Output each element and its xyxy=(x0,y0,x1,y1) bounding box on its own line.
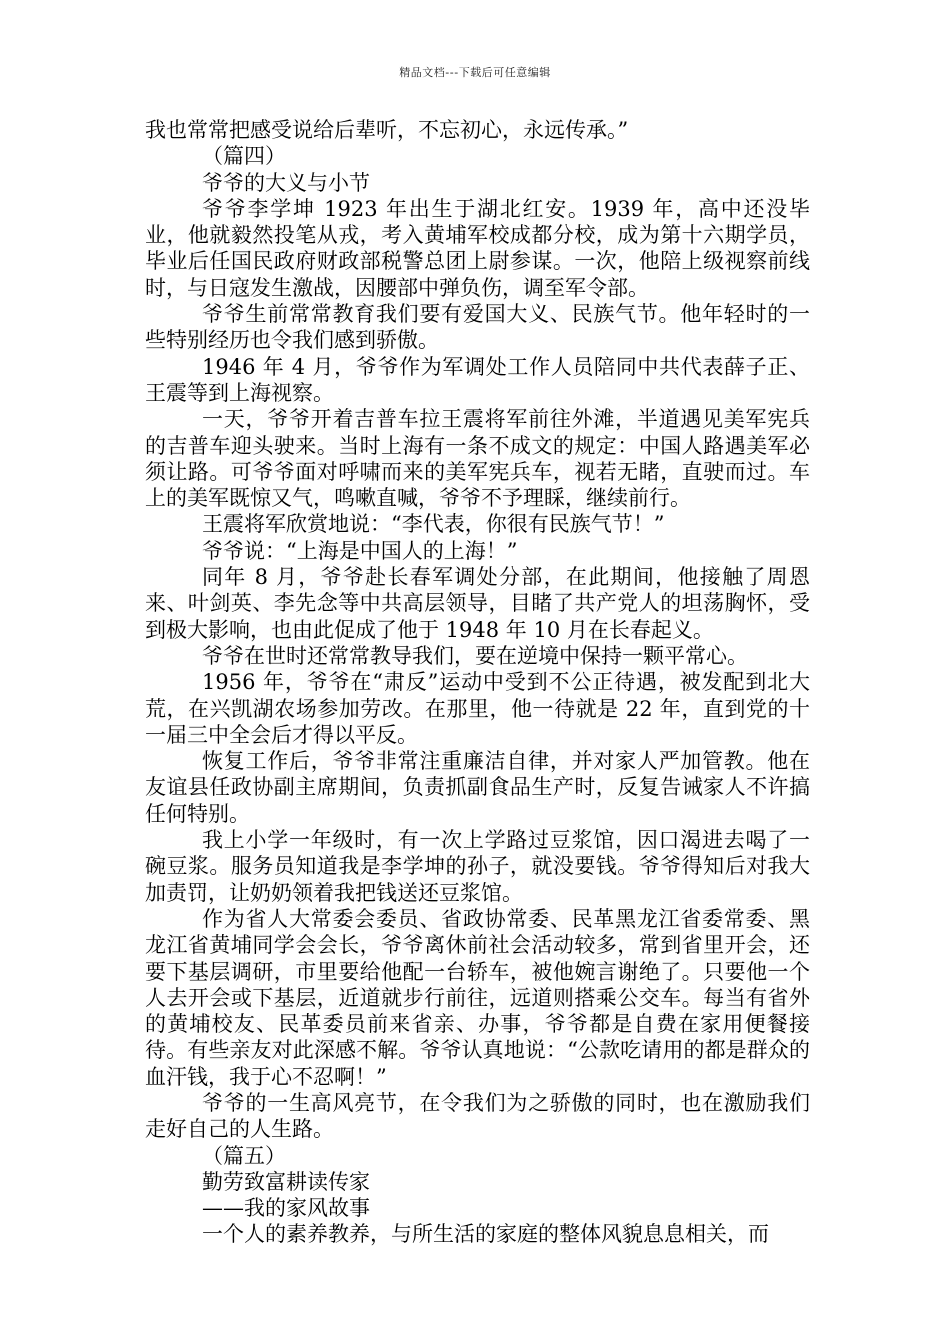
paragraph: 作为省人大常委会委员、省政协常委、民革黑龙江省委常委、黑龙江省黄埔同学会会长，爷爷离休前社会活动较多，常到省里开会，还要下基层调研，市里要给他配一台轿车，被他婉言谢绝了。只要他一个人去开会或下基层，近道就步行前往，远道则搭乘公交车。每当有省外的黄埔校友、民革委员前来省亲、办事，爷爷都是自费在家用便餐接待。有些亲友对此深感不解。爷爷认真地说：“公款吃请用的都是群众的血汗钱，我于心不忍啊！” xyxy=(145,906,810,1089)
paragraph: 一个人的素养教养，与所生活的家庭的整体风貌息息相关，而 xyxy=(202,1222,769,1247)
section-subtitle: ——我的家风故事 xyxy=(202,1196,370,1221)
paragraph: 1956 年，爷爷在“肃反”运动中受到不公正待遇，被发配到北大荒，在兴凯湖农场参加劳改。在那里，他一待就是 22 年，直到党的十一届三中全会后才得以平反。 xyxy=(145,670,810,747)
paragraph: 爷爷李学坤 1923 年出生于湖北红安。1939 年，高中还没毕业，他就毅然投笔从戎，考入黄埔军校成都分校，成为第十六期学员，毕业后任国民政府财政部税警总团上尉参谋。一次，他陪上级视察前线时，与日寇发生激战，因腰部中弹负伤，调至军令部。 xyxy=(145,196,810,300)
paragraph: 我也常常把感受说给后辈听，不忘初心，永远传承。” xyxy=(145,118,629,142)
document-body xyxy=(145,117,810,1248)
paragraph: 爷爷的一生高风亮节，在令我们为之骄傲的同时，也在激励我们走好自己的人生路。 xyxy=(145,1090,810,1142)
paragraph: 王震将军欣赏地说：“李代表，你很有民族气节！” xyxy=(202,512,665,537)
section-title: 爷爷的大义与小节 xyxy=(202,170,370,195)
paragraph: 一天，爷爷开着吉普车拉王震将军前往外滩，半道遇见美军宪兵的吉普车迎头驶来。当时上海有一条不成文的规定：中国人路遇美军必须让路。可爷爷面对呼啸而来的美军宪兵车，视若无睹，直驶而过。车上的美军既惊又气，鸣嗽直喊，爷爷不予理睬，继续前行。 xyxy=(145,407,810,511)
paragraph: 我上小学一年级时，有一次上学路过豆浆馆，因口渴进去喝了一碗豆浆。服务员知道我是李学坤的孙子，就没要钱。爷爷得知后对我大加责罚，让奶奶领着我把钱送还豆浆馆。 xyxy=(145,828,810,905)
section-label: （篇五） xyxy=(202,1143,286,1168)
paragraph: 恢复工作后，爷爷非常注重廉洁自律，并对家人严加管教。他在友谊县任政协副主席期间，负责抓副食品生产时，反复告诫家人不许搞任何特别。 xyxy=(145,749,810,826)
paragraph: 同年 8 月，爷爷赴长春军调处分部，在此期间，他接触了周恩来、叶剑英、李先念等中共高层领导，目睹了共产党人的坦荡胸怀，受到极大影响，也由此促成了他于 1948 年 10 月在长春起义。 xyxy=(145,565,810,642)
paragraph: 爷爷在世时还常常教导我们，要在逆境中保持一颗平常心。 xyxy=(202,643,748,668)
paragraph: 爷爷生前常常教育我们要有爱国大义、民族气节。他年轻时的一些特别经历也令我们感到骄傲。 xyxy=(145,302,810,353)
page-header: 精品文档---下载后可任意编辑 xyxy=(399,66,551,79)
paragraph: 1946 年 4 月，爷爷作为军调处工作人员陪同中共代表薛子正、王震等到上海视察。 xyxy=(145,354,810,405)
section-label: （篇四） xyxy=(202,144,286,169)
section-title: 勤劳致富耕读传家 xyxy=(202,1169,370,1194)
paragraph: 爷爷说：“上海是中国人的上海！” xyxy=(202,538,518,563)
